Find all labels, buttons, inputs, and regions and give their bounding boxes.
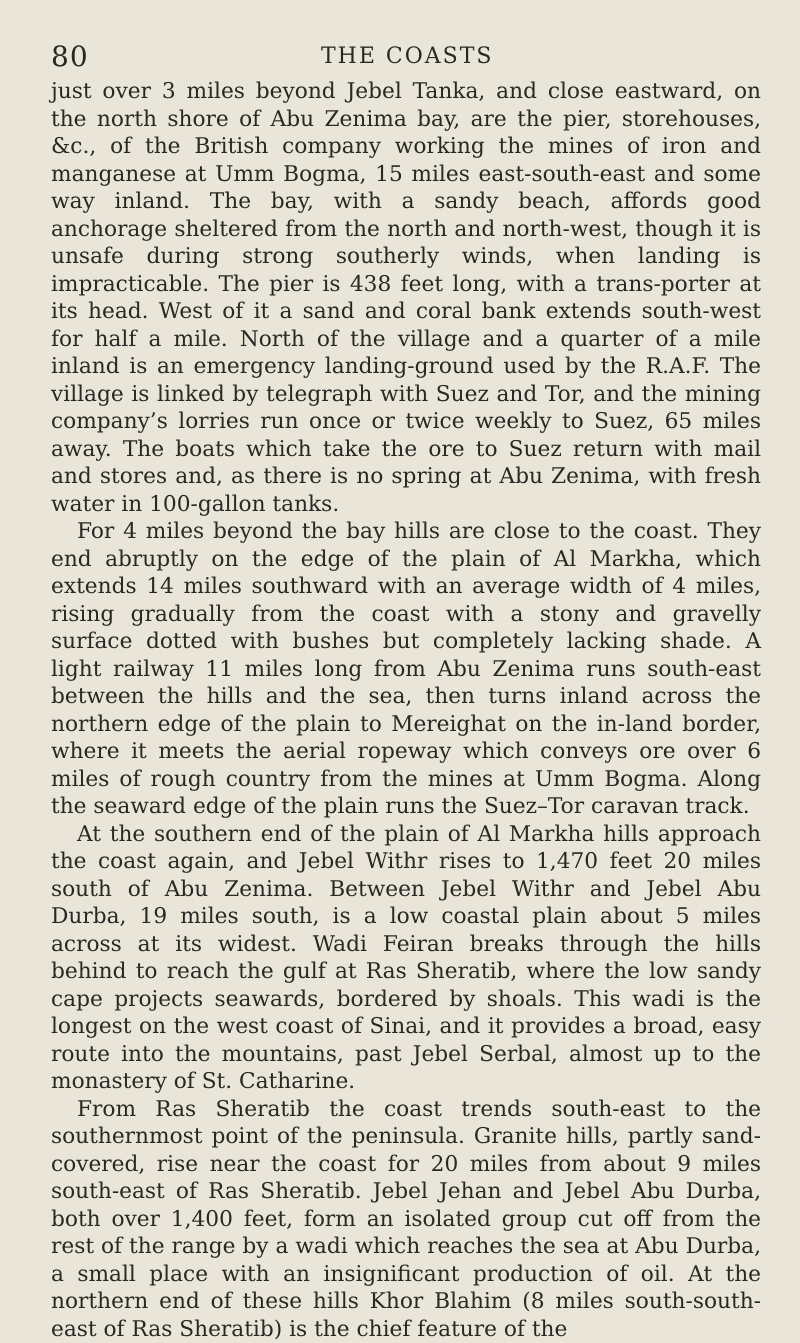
page-number: 80 [51,40,89,73]
paragraph: just over 3 miles beyond Jebel Tanka, and close eastward, on the north shore of Abu Zenima bay, are the pier, storehouses, &c., of the British company working the mines of iron and manganese at Umm Bogma, 15 miles east-south-east and some way inland. The bay, with a sandy beach, affords good anchorage sheltered from the north and north-west, though it is unsafe during strong southerly winds, when landing is impracticable. The pier is 438 feet long, with a trans-porter at its head. West of it a sand and coral bank extends south-west for half a mile. North of the village and a quarter of a mile inland is an emergency landing-ground used by the R.A.F. The village is linked by telegraph with Suez and Tor, and the mining company’s lorries run once or twice weekly to Suez, 65 miles away. The boats which take the ore to Suez return with mail and stores and, as there is no spring at Abu Zenima, with fresh water in 100-gallon tanks. [51,78,761,518]
paragraph: At the southern end of the plain of Al Markha hills approach the coast again, and Jebel Withr rises to 1,470 feet 20 miles south of Abu Zenima. Between Jebel Withr and Jebel Abu Durba, 19 miles south, is a low coastal plain about 5 miles across at its widest. Wadi Feiran breaks through the hills behind to reach the gulf at Ras Sheratib, where the low sandy cape projects seawards, bordered by shoals. This wadi is the longest on the west coast of Sinai, and it provides a broad, easy route into the mountains, past Jebel Serbal, almost up to the monastery of St. Catharine. [51,821,761,1096]
page-header [51,40,741,80]
paragraph: From Ras Sheratib the coast trends south-east to the southernmost point of the peninsula. Granite hills, partly sand-covered, rise near the coast for 20 miles from about 9 miles south-east of Ras Sheratib. Jebel Jehan and Jebel Abu Durba, both over 1,400 feet, form an isolated group cut off from the rest of the range by a wadi which reaches the sea at Abu Durba, a small place with an insignificant production of oil. At the northern end of these hills Khor Blahim (8 miles south-south-east of Ras Sheratib) is the chief feature of the [51,1096,761,1343]
body-text [51,78,761,1343]
running-head: THE COASTS [321,44,494,69]
paragraph: For 4 miles beyond the bay hills are close to the coast. They end abruptly on the edge of the plain of Al Markha, which extends 14 miles southward with an average width of 4 miles, rising gradually from the coast with a stony and gravelly surface dotted with bushes but completely lacking shade. A light railway 11 miles long from Abu Zenima runs south-east between the hills and the sea, then turns inland across the northern edge of the plain to Mereighat on the in-land border, where it meets the aerial ropeway which conveys ore over 6 miles of rough country from the mines at Umm Bogma. Along the seaward edge of the plain runs the Suez–Tor caravan track. [51,518,761,821]
